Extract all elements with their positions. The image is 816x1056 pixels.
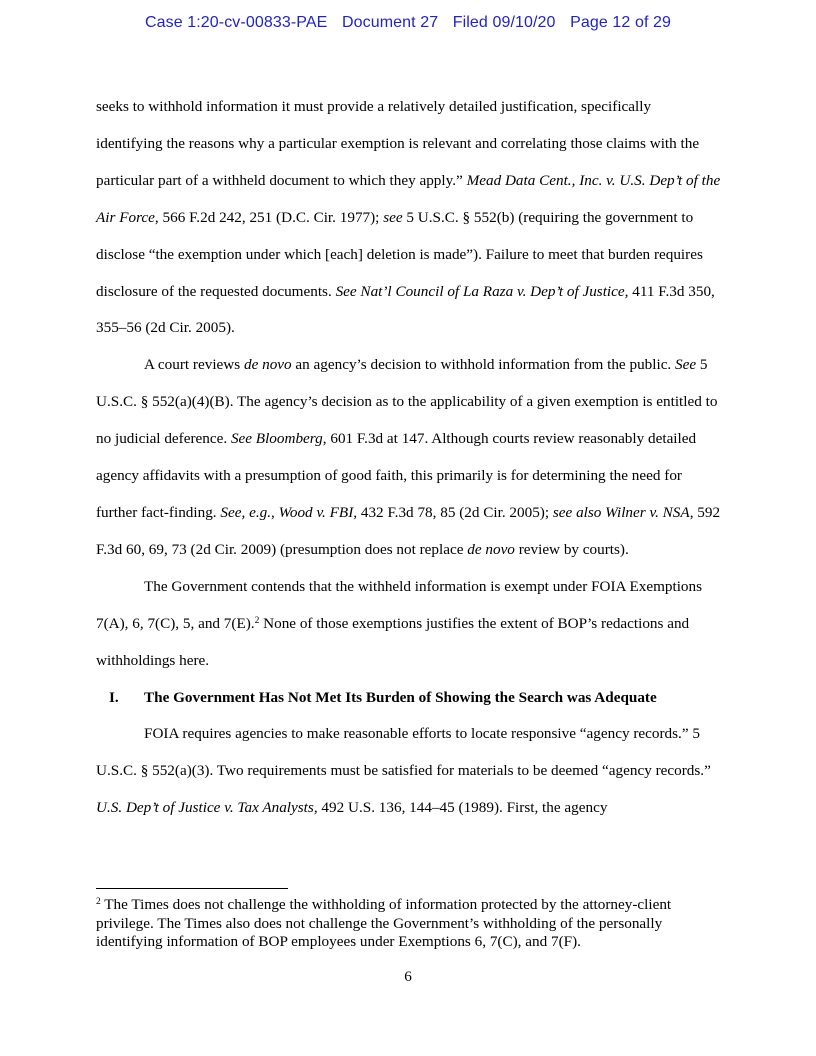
paragraph-standard-of-review: A court reviews de novo an agency’s decision to withhold information from the public. See 5 U.S.C. § 552(a)(4)(B). The agency’s decision as to the applicability of a given exemption is entitled to no judicial deference. See Bloomberg, 601 F.3d at 147. Although courts review reasonably detailed agency affidavits with a presumption of good faith, this primarily is for determining the need for further fact-finding. See, e.g., Wood v. FBI, 432 F.3d 78, 85 (2d Cir. 2005); see also Wilner v. NSA, 592 F.3d 60, 69, 73 (2d Cir. 2009) (presumption does not replace de novo review by courts). [96,356,721,558]
footnote-divider [96,888,288,889]
page-number: 6 [404,968,412,985]
footnote-reference[interactable]: 2 [254,615,260,626]
case-number: Case 1:20-cv-00833-PAE [144,14,328,31]
section-heading [96,680,721,717]
paragraph-continuation: seeks to withhold information it must provide a relatively detailed justification, specifically identifying the reasons why a particular exemption is relevant and correlating those claims with the particular part of a withheld document to which they apply.” Mead Data Cent., Inc. v. U.S. Dep’t of the Air Force, 566 F.2d 242, 251 (D.C. Cir. 1977); see 5 U.S.C. § 552(b) (requiring the government to disclose “the exemption under which [each] deletion is made”). Failure to meet that burden requires disclosure of the requested documents. See Nat’l Council of La Raza v. Dep’t of Justice, 411 F.3d 350, 355–56 (2d Cir. 2005). [96,98,721,337]
filed-date: Filed 09/10/20 [452,14,556,31]
paragraph-exemptions: The Government contends that the withheld information is exempt under FOIA Exemptions 7(A), 6, 7(C), 5, and 7(E).$^2$ None of those exemptions justifies the extent of BOP’s redactions and withholdings here. [96,577,703,669]
footnote [96,896,721,952]
footnote-marker: 2 [96,897,101,907]
ecf-header [0,14,816,32]
page-of-total: Page 12 of 29 [570,14,672,31]
section-number: I. [109,688,119,706]
document-body [96,89,721,827]
section-title: The Government Has Not Met Its Burden of Showing the Search was Adequate [144,688,657,706]
document-number: Document 27 [341,14,439,31]
footnote-text: The Times does not challenge the withholding of information protected by the attorney-client privilege. The Times also does not challenge the Government’s withholding of the personally identifying information of BOP employees under Exemptions 6, 7(C), and 7(F). [96,896,672,951]
paragraph-foia-search: FOIA requires agencies to make reasonable efforts to locate responsive “agency records.” 5 U.S.C. § 552(a)(3). Two requirements must be satisfied for materials to be deemed “agency records.” U.S. Dep’t of Justice v. Tax Analysts, 492 U.S. 136, 144–45 (1989). First, the agency [96,725,711,817]
